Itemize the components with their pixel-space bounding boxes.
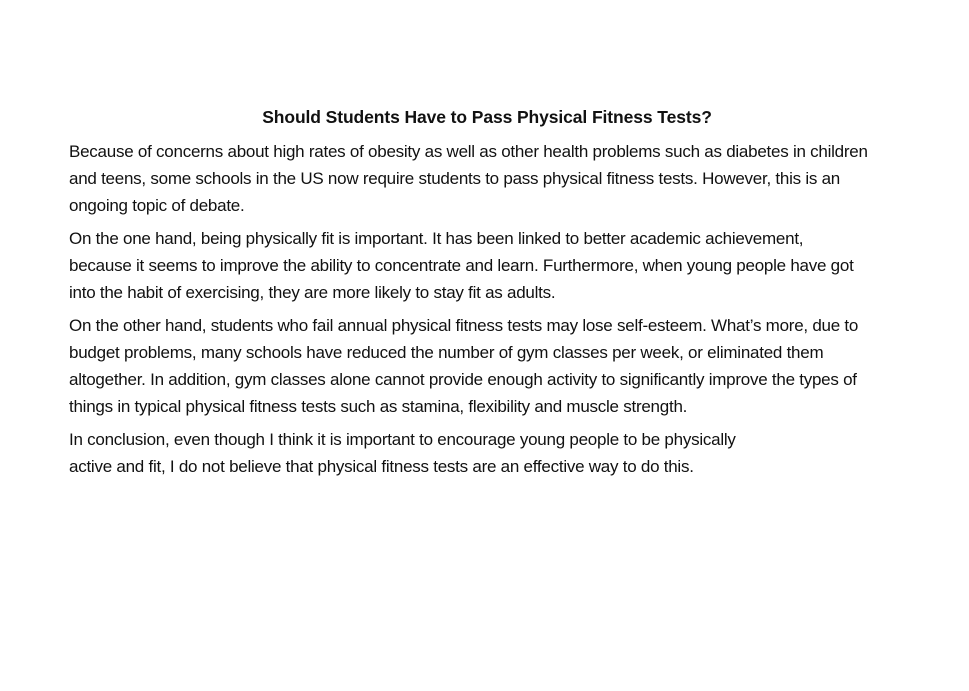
paragraph-conclusion xyxy=(69,426,905,480)
paragraph-line: active and fit, I do not believe that physical fitness tests are an effective way to do this. xyxy=(69,457,694,476)
paragraph-line: things in typical physical fitness tests such as stamina, flexibility and muscle strength. xyxy=(69,397,688,416)
paragraph-line: altogether. In addition, gym classes alone cannot provide enough activity to significantly improve the types of xyxy=(69,370,857,389)
essay xyxy=(69,103,905,486)
paragraph-con xyxy=(69,312,905,420)
essay-title: Should Students Have to Pass Physical Fitness Tests? xyxy=(262,107,712,127)
paragraph-line: Because of concerns about high rates of obesity as well as other health problems such as diabetes in children xyxy=(69,142,868,161)
paragraph-line: On the other hand, students who fail annual physical fitness tests may lose self-esteem. What’s more, due to xyxy=(69,316,859,335)
paragraph-line: ongoing topic of debate. xyxy=(69,196,245,215)
paragraph-line: In conclusion, even though I think it is important to encourage young people to be physically xyxy=(69,430,736,449)
paragraph-intro xyxy=(69,138,905,219)
paragraph-line: On the one hand, being physically fit is important. It has been linked to better academic achievement, xyxy=(69,229,804,248)
paragraph-line: budget problems, many schools have reduced the number of gym classes per week, or eliminated them xyxy=(69,343,824,362)
paragraph-line: and teens, some schools in the US now require students to pass physical fitness tests. However, this is an xyxy=(69,169,841,188)
paragraph-line: into the habit of exercising, they are more likely to stay fit as adults. xyxy=(69,283,556,302)
paragraph-pro xyxy=(69,225,905,306)
paragraph-line: because it seems to improve the ability to concentrate and learn. Furthermore, when young people have got xyxy=(69,256,854,275)
